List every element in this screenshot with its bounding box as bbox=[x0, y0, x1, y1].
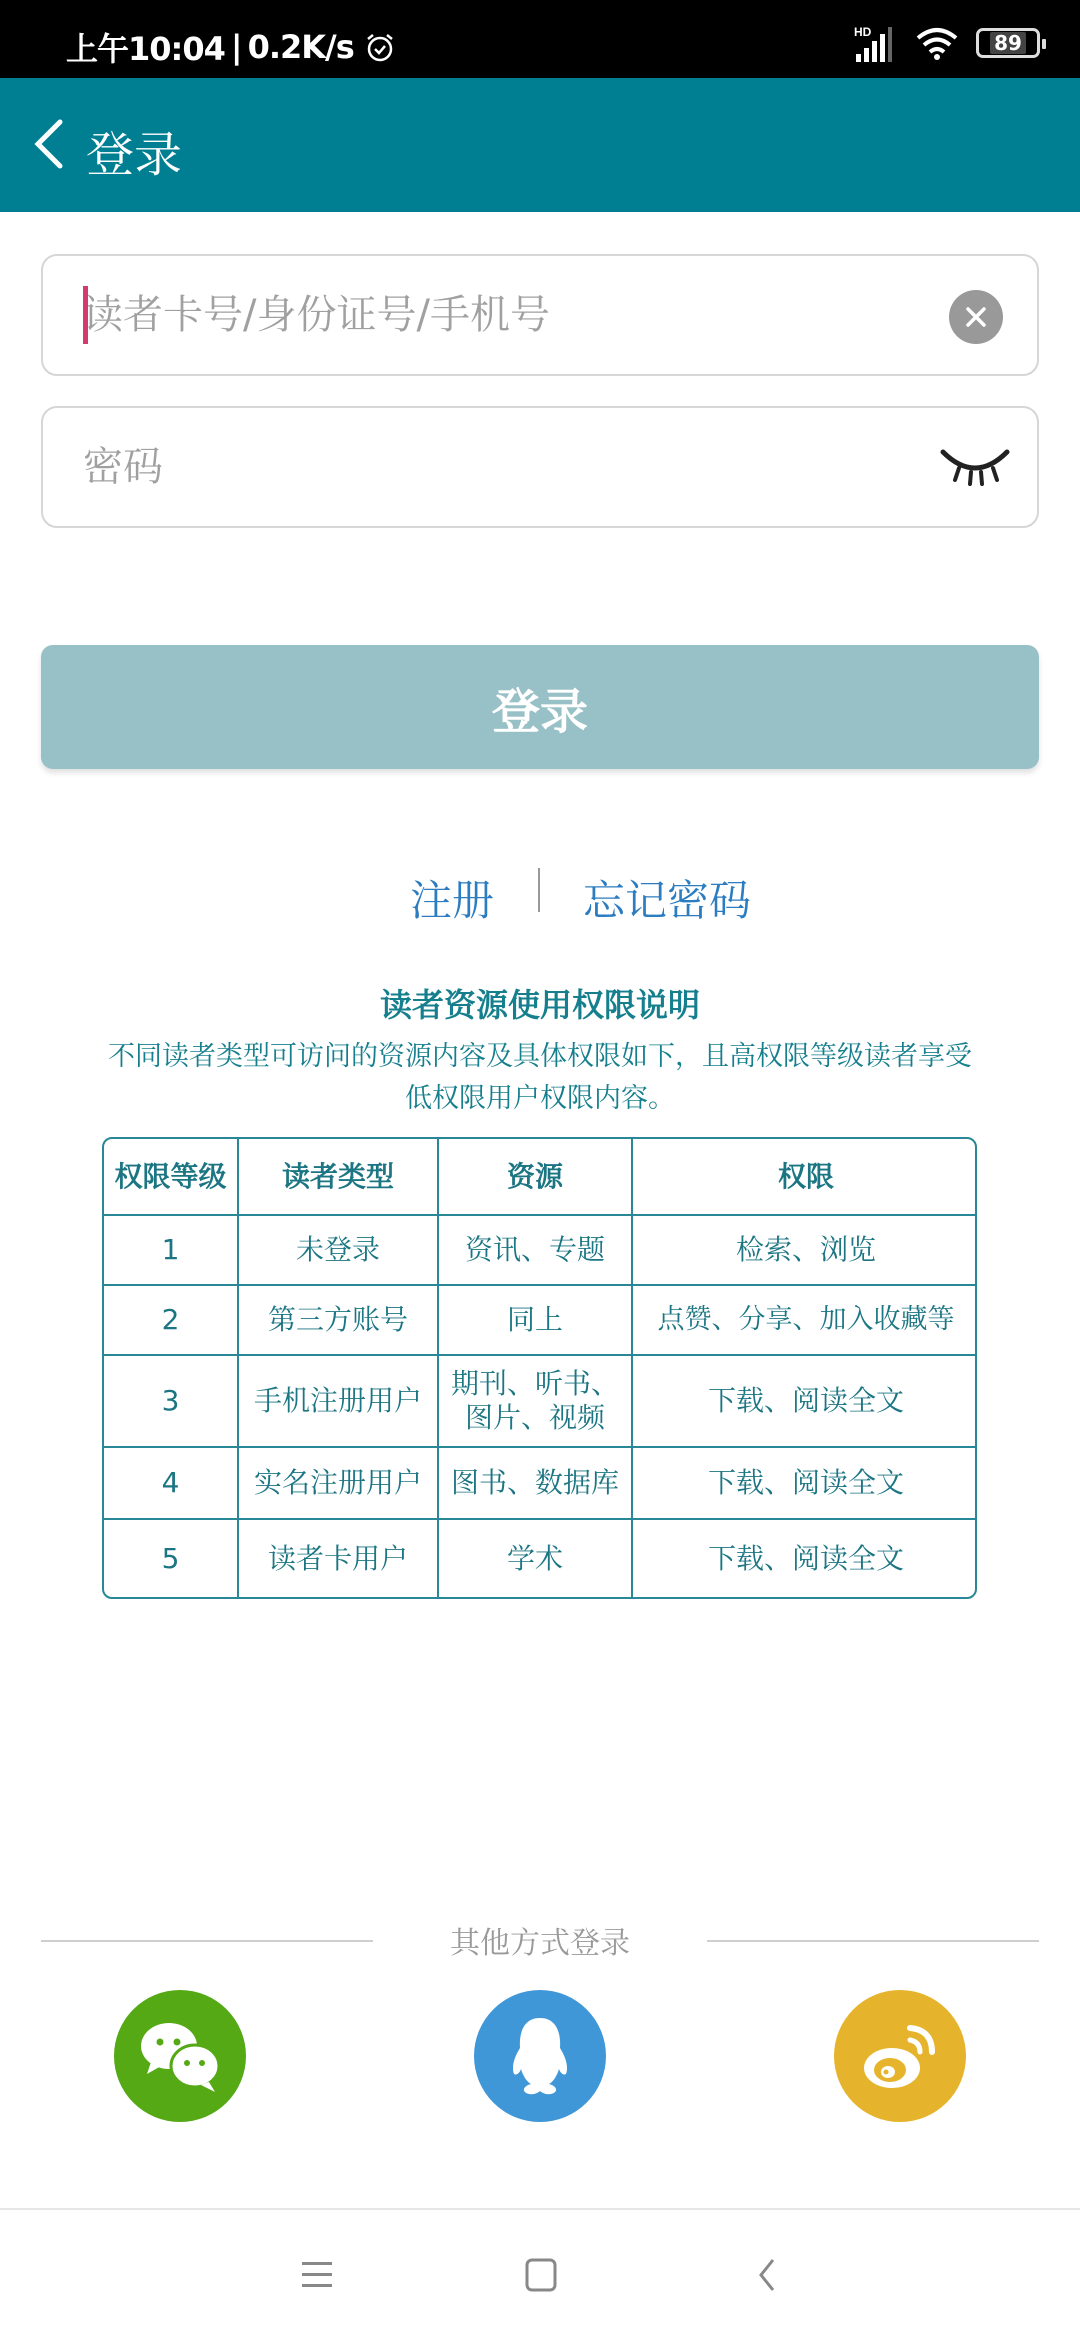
table-cell: 4 bbox=[104, 1447, 238, 1519]
table-row bbox=[104, 1355, 977, 1447]
status-separator: | bbox=[230, 28, 242, 66]
table-header: 读者类型 bbox=[238, 1139, 438, 1215]
status-right bbox=[854, 24, 1040, 62]
status-net-speed: 0.2K/s bbox=[247, 28, 354, 66]
qq-login-button[interactable] bbox=[474, 1990, 606, 2122]
forgot-password-link[interactable]: 忘记密码 bbox=[583, 876, 752, 925]
table-cell: 手机注册用户 bbox=[238, 1355, 438, 1447]
account-links bbox=[0, 862, 1080, 932]
table-cell: 点赞、分享、加入收藏等 bbox=[632, 1285, 977, 1355]
wechat-icon bbox=[135, 2016, 225, 2096]
app-header bbox=[0, 78, 1080, 212]
table-cell: 下载、阅读全文 bbox=[632, 1355, 977, 1447]
home-icon[interactable] bbox=[516, 2250, 566, 2300]
table-header: 权限 bbox=[632, 1139, 977, 1215]
username-field-container bbox=[41, 254, 1039, 376]
table-header: 资源 bbox=[438, 1139, 632, 1215]
table-cell: 下载、阅读全文 bbox=[632, 1447, 977, 1519]
text-caret bbox=[83, 286, 88, 344]
table-cell: 资讯、专题 bbox=[438, 1215, 632, 1285]
clear-icon[interactable] bbox=[949, 290, 1003, 344]
table-cell: 学术 bbox=[438, 1519, 632, 1597]
table-cell: 下载、阅读全文 bbox=[632, 1519, 977, 1597]
table-row bbox=[104, 1519, 977, 1597]
divider-line bbox=[707, 1940, 1039, 1942]
status-time: 上午10:04 bbox=[66, 30, 225, 68]
table-cell: 3 bbox=[104, 1355, 238, 1447]
table-cell: 期刊、听书、图片、视频 bbox=[438, 1355, 632, 1447]
battery-level: 89 bbox=[990, 32, 1026, 54]
svg-text:HD: HD bbox=[854, 25, 872, 39]
battery-icon bbox=[976, 28, 1040, 58]
table-cell: 实名注册用户 bbox=[238, 1447, 438, 1519]
password-field-container bbox=[41, 406, 1039, 528]
table-cell: 1 bbox=[104, 1215, 238, 1285]
status-left bbox=[66, 24, 396, 70]
wifi-icon bbox=[916, 26, 958, 60]
login-button[interactable]: 登录 bbox=[41, 645, 1039, 769]
chevron-left-icon[interactable] bbox=[26, 114, 76, 174]
other-login-label: 其他方式登录 bbox=[450, 1926, 630, 1961]
rules-title: 读者资源使用权限说明 bbox=[379, 986, 700, 1024]
table-cell: 检索、浏览 bbox=[632, 1215, 977, 1285]
table-cell: 未登录 bbox=[238, 1215, 438, 1285]
page-title: 登录 bbox=[86, 127, 183, 183]
username-input[interactable] bbox=[83, 256, 943, 374]
weibo-login-button[interactable] bbox=[834, 1990, 966, 2122]
table-row bbox=[104, 1215, 977, 1285]
other-login-divider bbox=[0, 1918, 1080, 1964]
table-cell: 2 bbox=[104, 1285, 238, 1355]
table-header: 权限等级 bbox=[104, 1139, 238, 1215]
table-row bbox=[104, 1285, 977, 1355]
table-header-row bbox=[104, 1139, 977, 1215]
qq-icon bbox=[505, 2014, 575, 2098]
eye-closed-icon[interactable] bbox=[939, 444, 1011, 490]
link-divider bbox=[538, 868, 540, 912]
alarm-icon bbox=[364, 31, 396, 63]
rules-description: 不同读者类型可访问的资源内容及具体权限如下，且高权限等级读者享受低权限用户权限内容。 bbox=[108, 1041, 972, 1114]
permission-table bbox=[102, 1137, 977, 1599]
table-cell: 同上 bbox=[438, 1285, 632, 1355]
password-input[interactable] bbox=[83, 408, 943, 526]
table-cell: 读者卡用户 bbox=[238, 1519, 438, 1597]
table-row bbox=[104, 1447, 977, 1519]
table-cell: 5 bbox=[104, 1519, 238, 1597]
menu-icon[interactable] bbox=[292, 2250, 342, 2300]
table-cell: 第三方账号 bbox=[238, 1285, 438, 1355]
weibo-icon bbox=[858, 2016, 942, 2096]
register-link[interactable]: 注册 bbox=[410, 876, 495, 925]
signal-icon bbox=[854, 24, 898, 62]
wechat-login-button[interactable] bbox=[114, 1990, 246, 2122]
table-cell: 图书、数据库 bbox=[438, 1447, 632, 1519]
system-nav-bar bbox=[0, 2208, 1080, 2340]
status-bar bbox=[0, 0, 1080, 78]
back-icon[interactable] bbox=[742, 2250, 792, 2300]
